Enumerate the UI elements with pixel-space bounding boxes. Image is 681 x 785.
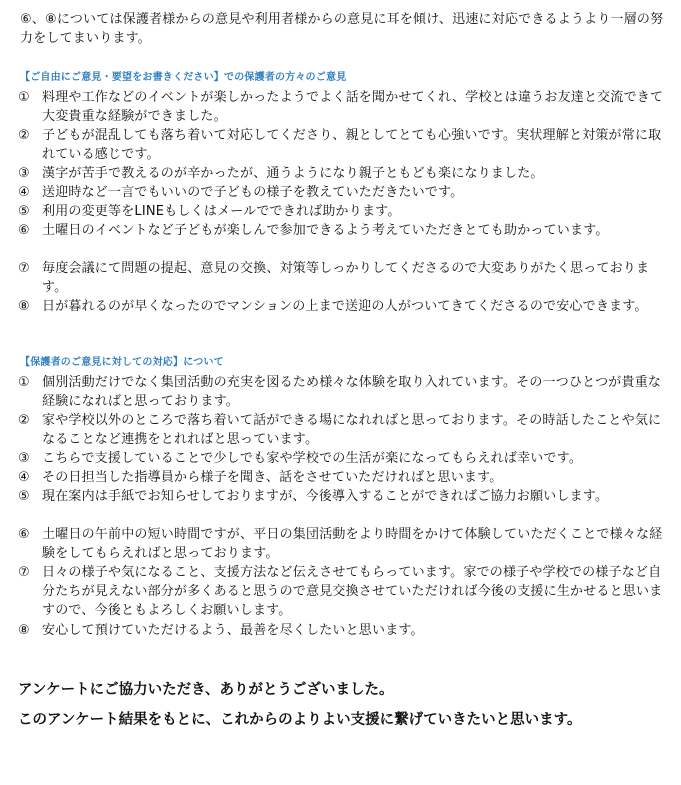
item-number: ③: [18, 451, 30, 466]
list-item: [18, 259, 666, 297]
list-item: [18, 164, 666, 183]
section-heading-responses: 【保護者のご意見に対しての対応】について: [20, 357, 224, 368]
list-item: [18, 183, 666, 202]
intro-paragraph: ⑥、⑧については保護者様からの意見や利用者様からの意見に耳を傾け、迅速に対応できるようより一層の努力をしてまいります。: [20, 12, 664, 46]
item-number: ④: [18, 470, 30, 485]
item-text: 日が暮れるのが早くなったのでマンションの上まで送迎の人がついてきてくださるので安心できます。: [42, 299, 648, 314]
item-text: 家や学校以外のところで落ち着いて話ができる場になれればと思っております。その時話したことや気になることなど連携をとれればと思っています。: [42, 413, 662, 448]
item-text: 個別活動だけでなく集団活動の充実を図るため様々な体験を取り入れています。その一つひとつが貴重な経験になればと思っております。: [42, 375, 662, 410]
item-number: ②: [18, 413, 30, 428]
list-item: [18, 221, 666, 259]
list-item: [18, 449, 666, 468]
list-item: [18, 487, 666, 525]
list-item: [18, 411, 666, 449]
item-text: 現在案内は手紙でお知らせしておりますが、今後導入することができればご協力お願いします。: [42, 489, 609, 504]
item-number: ⑧: [18, 299, 30, 314]
list-item: [18, 88, 666, 126]
item-number: ⑤: [18, 204, 30, 219]
list-item: [18, 563, 666, 621]
item-text: こちらで支援していることで少しでも家や学校での生活が楽になってもらえれば幸いです。: [42, 451, 583, 466]
item-text: 送迎時など一言でもいいので子どもの様子を教えていただきたいです。: [42, 185, 464, 200]
item-text: 利用の変更等をLINEもしくはメールでできれば助かります。: [42, 204, 401, 219]
list-item: [18, 525, 666, 563]
item-text: 子どもが混乱しても落ち着いて対応してくださり、親としてとても心強いです。実状理解と対策が常に取れている感じです。: [42, 128, 662, 163]
item-text: 土曜日のイベントなど子どもが楽しんで参加できるよう考えていただきとても助かっています。: [42, 223, 609, 238]
item-text: 漢字が苦手で教えるのが辛かったが、通うようになり親子ともども楽になりました。: [42, 166, 544, 181]
item-number: ⑦: [18, 565, 30, 580]
list-item: [18, 297, 666, 335]
section-heading-parent-opinions: 【ご自由にご意見・要望をお書きください】での保護者の方々のご意見: [20, 72, 347, 83]
item-number: ①: [18, 90, 30, 105]
closing-statement: このアンケート結果をもとに、これからのよりよい支援に繋げていきたいと思います。: [18, 711, 582, 728]
list-item: [18, 126, 666, 164]
item-number: ④: [18, 185, 30, 200]
item-number: ⑧: [18, 623, 30, 638]
list-item: [18, 373, 666, 411]
item-number: ①: [18, 375, 30, 390]
item-number: ②: [18, 128, 30, 143]
closing-thanks: アンケートにご協力いただき、ありがとうございました。: [18, 681, 394, 698]
item-text: 安心して預けていただけるよう、最善を尽くしたいと思います。: [42, 623, 424, 638]
responses-list: [18, 373, 666, 640]
list-item: [18, 621, 666, 640]
list-item: [18, 202, 666, 221]
item-number: ⑥: [18, 223, 30, 238]
item-number: ⑤: [18, 489, 30, 504]
item-number: ⑦: [18, 261, 30, 276]
item-text: その日担当した指導員から様子を聞き、話をさせていただければと思います。: [42, 470, 503, 485]
item-text: 土曜日の午前中の短い時間ですが、平日の集団活動をより時間をかけて体験していただくことで様々な経験をしてもらえればと思っております。: [42, 527, 663, 562]
item-text: 毎度会議にて問題の提起、意見の交換、対策等しっかりしてくださるので大変ありがたく思っております。: [42, 261, 650, 296]
parent-opinions-list: [18, 88, 666, 335]
item-text: 日々の様子や気になること、支援方法など伝えさせてもらっています。家での様子や学校での様子など自分たちが見えない部分が多くあると思うので意見交換させていただければ今後の支援に生かせると思いますので、今後ともよろしくお願いします。: [42, 565, 663, 619]
item-number: ③: [18, 166, 30, 181]
item-number: ⑥: [18, 527, 30, 542]
list-item: [18, 468, 666, 487]
item-text: 料理や工作などのイベントが楽しかったようでよく話を聞かせてくれ、学校とは違うお友達と交流できて大変貴重な経験ができました。: [42, 90, 664, 125]
